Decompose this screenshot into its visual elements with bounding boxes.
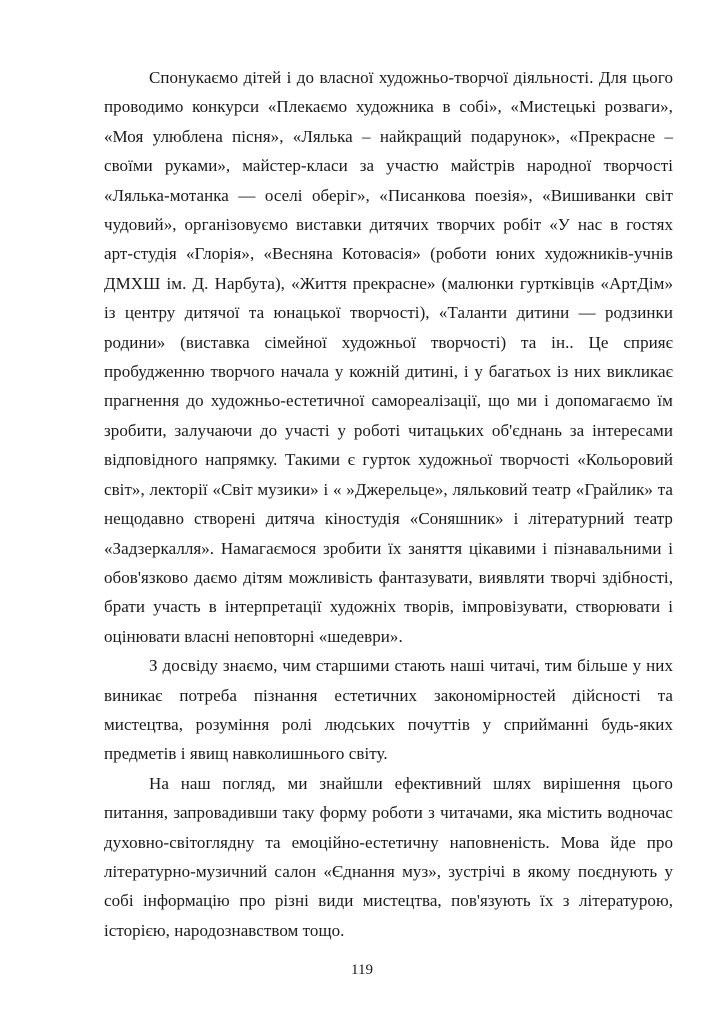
body-text	[104, 63, 673, 945]
page-number: 119	[351, 962, 373, 978]
paragraph-creative-activities: Спонукаємо дітей і до власної художньо-творчої діяльності. Для цього проводимо конкурси «Плекаємо художника в собі», «Мистецькі розваги», «Моя улюблена пісня», «Лялька – найкращий подарунок», «Прекрасне – своїми руками», майстер-класи за участю майстрів народної творчості «Лялька-мотанка — оселі оберіг», «Писанкова поезія», «Вишиванки світ чудовий», організовуємо виставки дитячих творчих робіт «У нас в гостях арт-студія «Глорія», «Весняна Котовасія» (роботи юних художників-учнів ДМХШ ім. Д. Нарбута), «Життя прекрасне» (малюнки гуртківців «АртДім» із центру дитячої та юнацької творчості), «Таланти дитини — родзинки родини» (виставка сімейної художньої творчості) та ін.. Це сприяє пробудженню творчого начала у кожній дитині, і у багатьох із них викликає прагнення до художньо-естетичної самореалізації, що ми і допомагаємо їм зробити, залучаючи до участі у роботі читацьких об'єднань за інтересами відповідного напрямку. Такими є гурток художньої творчості «Кольоровий світ», лекторії «Світ музики» і « »Джерельце», ляльковий театр «Грайлик» та нещодавно створені дитяча кіностудія «Соняшник» і літературний театр «Задзеркалля». Намагаємося зробити їх заняття цікавими і пізнавальними і обов'язково даємо дітям можливість фантазувати, виявляти творчі здібності, брати участь в інтерпретації художніх творів, імпровізувати, створювати і оцінювати власні неповторні «шедеври».	[104, 68, 673, 646]
paragraph-aesthetic-needs: З досвіду знаємо, чим старшими стають наші читачі, тим більше у них виникає потреба пізнання естетичних закономірностей дійсності та мистецтва, розуміння ролі людських почуттів у сприйманні будь-яких предметів і явищ навколишнього світу.	[104, 656, 673, 764]
paragraph-literary-salon: На наш погляд, ми знайшли ефективний шлях вирішення цього питання, запровадивши таку форму роботи з читачами, яка містить водночас духовно-світоглядну та емоційно-естетичну наповненість. Мова йде про літературно-музичний салон «Єднання муз», зустрічі в якому поєднують у собі інформацію про різні види мистецтва, пов'язують їх з літературою, історією, народознавством тощо.	[104, 773, 673, 940]
